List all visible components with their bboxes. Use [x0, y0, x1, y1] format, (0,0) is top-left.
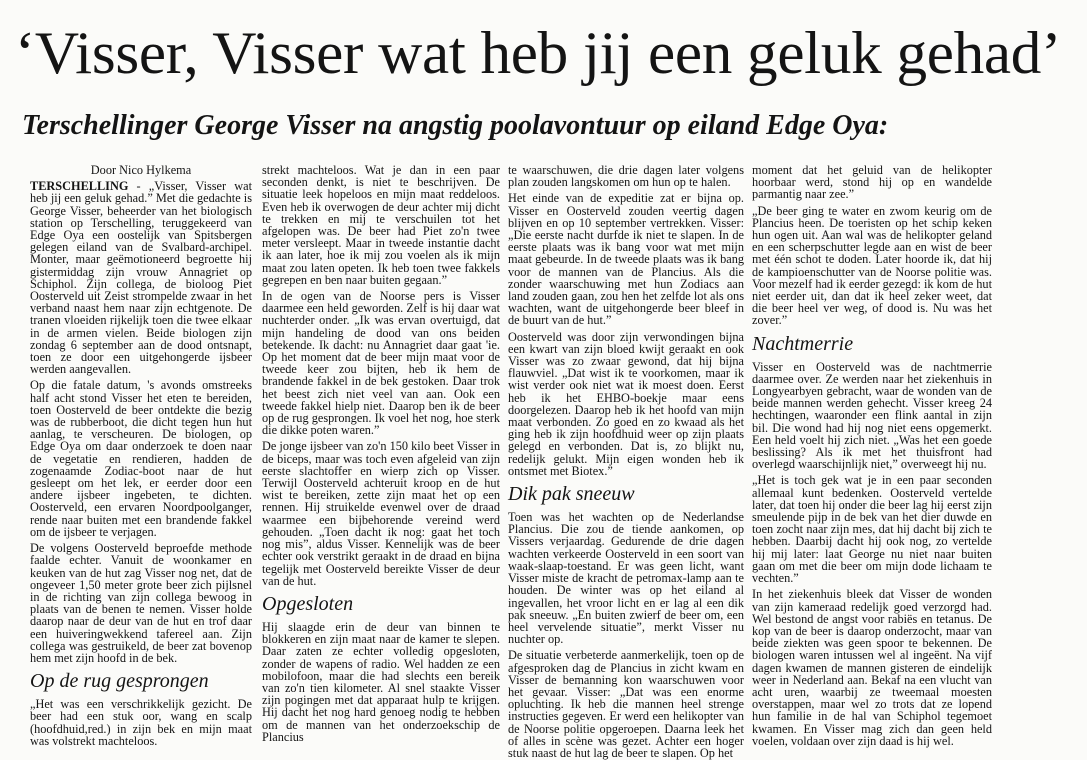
paragraph: Oosterveld was door zijn verwondingen bijna een kwart van zijn bloed kwijt geraakt en ook Visser was zo zwaar gewond, dat hij bijna flauwviel. „Dat wist ik te voorkomen, maar ik wist verder ook niet wat ik moest doen. Eerst heb ik het EHBO-boekje maar eens doorgelezen. Daarop heb ik het hoofd van mijn maat verbonden. Zo goed en zo kwaad als het ging heb ik zijn hoofdhuid weer op zijn plaats gelegd en verbonden. Dat is, zo blijkt nu, redelijk gelukt. Mijn eigen wonden heb ik ontsmet met Biotex.”: [508, 329, 744, 478]
article-column-1: [30, 163, 252, 748]
paragraph: De situatie verbeterde aanmerkelijk, toen op de afgesproken dag de Plancius in zicht kwam en Visser de bemanning kon waarschuwen voor het gevaar. Visser: „Dat was een enorme opluchting. Ik heb die mannen heel strenge instructies gegeven. Er werd een helikopter van de Noorse politie opgeroepen. Daarna leek het of alles in scène was gezet. Achter een hoger stuk naast de hut lag de beer te slapen. Op het: [508, 648, 744, 760]
paragraph: Visser en Oosterveld was de nachtmerrie daarmee over. Ze werden naar het ziekenhuis in Longyearbyen gebracht, waar de wonden van de beide mannen werden gehecht. Visser kreeg 24 hechtingen, waaronder een flink aantal in zijn bil. Die wond had hij nog niet eens opgemerkt. Een held voelt hij zich niet. „Was het een goede beslissing? Als ik met het thuisfront had overlegd waarschijnlijk niet,” overweegt hij nu.: [752, 359, 992, 472]
paragraph: „De beer ging te water en zwom keurig om de Plancius heen. De toeristen op het schip keken hun ogen uit. Aan wal was de helikopter geland en een scherpschutter legde aan en wist de beer met één schot te doden. Later hoorde ik, dat hij de kampioenschutter van de Noorse politie was. Voor mezelf had ik eerder gezegd: ik kom de hut niet eerder uit, dan dat ik heel zeker weet, dat die beer heel ver weg, of dood is. Nu was het zover.”: [752, 203, 992, 328]
article-column-3: [508, 163, 744, 760]
section-heading-dik-pak-sneeuw: Dik pak sneeuw: [508, 483, 635, 506]
paragraph: De jonge ijsbeer van zo'n 150 kilo beet Visser in de biceps, maar was toch even afgeleid van zijn eerste slachtoffer en wierp zich op Visser. Terwijl Oosterveld achteruit kroop en de hut wist te bereiken, zette zijn maat het op een rennen. Hij struikelde evenwel over de draad waarmee een bijbehorende vereind werd gehouden. „Toen dacht ik nog: gaat het toch nog mis”, aldus Visser. Kennelijk was de beer echter ook verstrikt geraakt in de draad en bijna tegelijk met Oosterveld bereikte Visser de deur van de hut.: [262, 439, 500, 588]
byline: Door Nico Hylkema: [90, 163, 192, 177]
paragraph: In de ogen van de Noorse pers is Visser daarmee een held geworden. Zelf is hij daar wat nuchterder onder. „Ik was ervan overtuigd, dat mijn handeling de dood van ons beiden betekende. Ik dacht: nu Annagriet daar gaat 'ie. Op het moment dat de beer mijn maat voor de tweede keer zou bijten, heb ik hem de brandende fakkel in de bek gestoken. Daar trok het beest zich niet veel van aan. Ook een tweede fakkel hielp niet. Daarop ben ik de beer op de rug gesprongen. Ik voel het nog, hoe sterk die dikke poten waren.”: [262, 289, 500, 438]
section-heading-opgesloten: Opgesloten: [262, 592, 354, 615]
section-heading-op-de-rug: Op de rug gesprongen: [30, 670, 209, 693]
paragraph-text: - „Visser, Visser wat heb jij een geluk gehad.” Met die gedachte is George Visser, beheerder van het biologisch station op Terschelling, teruggekeerd van Edge Oya een oostelijk van Spitsbergen gelegen eiland van de Svalbard-archipel. Monter, maar geëmotioneerd begroette hij gistermiddag zijn vrouw Annagriet op Schiphol. Zijn collega, de bioloog Piet Oosterveld uit Zeist strompelde zwaar in het verband naast hem naar zijn echtgenote. De tranen vloeiden rijkelijk toen die twee elkaar in de armen vielen. Beide biologen zijn zondag 6 september aan de dood ontsnapt, toen ze door een uitgehongerde ijsbeer werden aangevallen.: [30, 179, 252, 377]
paragraph: strekt machteloos. Wat je dan in een paar seconden denkt, is niet te beschrijven. De situatie leek hopeloos en mijn maat reddeloos. Even heb ik overwogen de deur achter mij dicht te trekken en mij te verschuilen tot het afgelopen was. De beer had Piet zo'n twee meter versleept. Maar in tweede instantie dacht ik aan later, hoe ik mij zou voelen als ik mijn maat zou laten opeten. Ik heb toen twee fakkels gegrepen en ben naar buiten gegaan.”: [262, 163, 500, 287]
paragraph: „Het was een verschrikkelijk gezicht. De beer had een stuk oor, wang en scalp (hoofdhuid,red.) in zijn bek en mijn maat was volstrekt machteloos.: [30, 697, 252, 748]
paragraph: Toen was het wachten op de Nederlandse Plancius. Die zou de tiende aankomen, op Vissers verjaardag. Gedurende de drie dagen wachten verkeerde Oosterveld in een soort van waak-slaap-toestand. Er was geen licht, want Visser miste de kracht de petromax-lamp aan te houden. De winter was op het eiland al ingevallen, het vroor licht en er lag al een dik pak sneeuw. „En buiten zwierf de beer om, een heel vervelende situatie”, merkt Visser nu nuchter op.: [508, 510, 744, 647]
paragraph: te waarschuwen, die drie dagen later volgens plan zouden langskomen om hun op te halen.: [508, 163, 744, 190]
paragraph: moment dat het geluid van de helikopter hoorbaar werd, stond hij op en wandelde parmantig naar zee.”: [752, 163, 992, 202]
paragraph: In het ziekenhuis bleek dat Visser de wonden van zijn kameraad redelijk goed verzorgd had. Wel bestond de angst voor rabiës en tetanus. De kop van de beer is daarop onderzocht, maar van beide ziekten was geen spoor te bekennen. De biologen waren intussen wel al ingeënt. Na vijf dagen kwamen de mannen gisteren de eindelijk weer in Nederland aan. Bekaf na een vlucht van acht uren, waarbij ze tweemaal moesten overstappen, maar wel zo trots dat ze lopend hun familie in de hal van Schiphol tegemoet kwamen. En Visser mag zich dan geen held voelen, voldaan over zijn daad is hij wel.: [752, 587, 992, 748]
subheadline: Terschellinger George Visser na angstig poolavontuur op eiland Edge Oya:: [22, 110, 889, 141]
paragraph: De volgens Oosterveld beproefde methode faalde echter. Vanuit de woonkamer en keuken van de hut zag Visser nog net, dat de ongeveer 1,50 meter grote beer zich pijlsnel in de richting van zijn collega bewoog in plaats van de benen te nemen. Visser holde daarop naar de deur van de hut en trof daar een huiveringwekkend tafereel aan. Zijn collega was gestruikeld, de beer zat bovenop hem met zijn hoofd in de bek.: [30, 541, 252, 665]
paragraph: Op die fatale datum, 's avonds omstreeks half acht stond Visser het eten te bereiden, toen Oosterveld de beer ontdekte die bezig was de rubberboot, die dicht tegen hun hut aanlag, te verscheuren. De biologen, op Edge Oya om daar onderzoek te doen naar de vegetatie en rendieren, hadden de zogenaamde Zodiac-boot naar de hut gesleept om het lek, er eerder door een andere ijsbeer ingebeten, te dichten. Oosterveld, een ervaren Noordpoolganger, rende naar buiten met een brandende fakkel om de ijsbeer te verjagen.: [30, 378, 252, 539]
dateline: TERSCHELLING: [30, 179, 129, 194]
article-column-4: [752, 163, 992, 748]
paragraph: Hij slaagde erin de deur van binnen te blokkeren en zijn maat naar de kamer te slepen. Daar zaten ze echter volledig opgesloten, zonder de wapens of radio. Wel hadden ze een mobilofoon, maar die had slechts een bereik van zo'n tien kilometer. Al snel staakte Visser zijn pogingen met dat apparaat hulp te krijgen. Hij dacht het nog hard genoeg nodig te hebben om de mannen van het onderzoekschip de Plancius: [262, 619, 500, 744]
paragraph: [30, 180, 252, 375]
paragraph: „Het is toch gek wat je in een paar seconden allemaal kunt bedenken. Oosterveld vertelde later, dat toen hij onder die beer lag hij eerst zijn smeulende pijp in de bek van het dier duwde en toen zocht naar zijn mes, dat hij dacht bij zich te hebben. Daarbij dacht hij ook nog, zo vertelde hij mij later: laat George nu niet naar buiten gaan om met die beer om mijn dode lichaam te vechten.”: [752, 473, 992, 586]
paragraph: Het einde van de expeditie zat er bijna op. Visser en Oosterveld zouden veertig dagen blijven en op 10 september vertrekken. Visser: „Die eerste nacht durfde ik niet te slapen. In de eerste plaats was ik bang voor wat met mijn maat gebeurde. In de tweede plaats was ik bang voor de mannen van de Plancius. Als die zonder waarschuwing met hun Zodiacs aan land zouden gaan, zou hen het zelfde lot als ons wachten, want de uitgehongerde beer bleef in de buurt van de hut.”: [508, 191, 744, 328]
section-heading-nachtmerrie: Nachtmerrie: [752, 332, 854, 355]
headline: ‘Visser, Visser wat heb jij een geluk gehad’: [14, 20, 1062, 86]
article-column-2: [262, 163, 500, 744]
